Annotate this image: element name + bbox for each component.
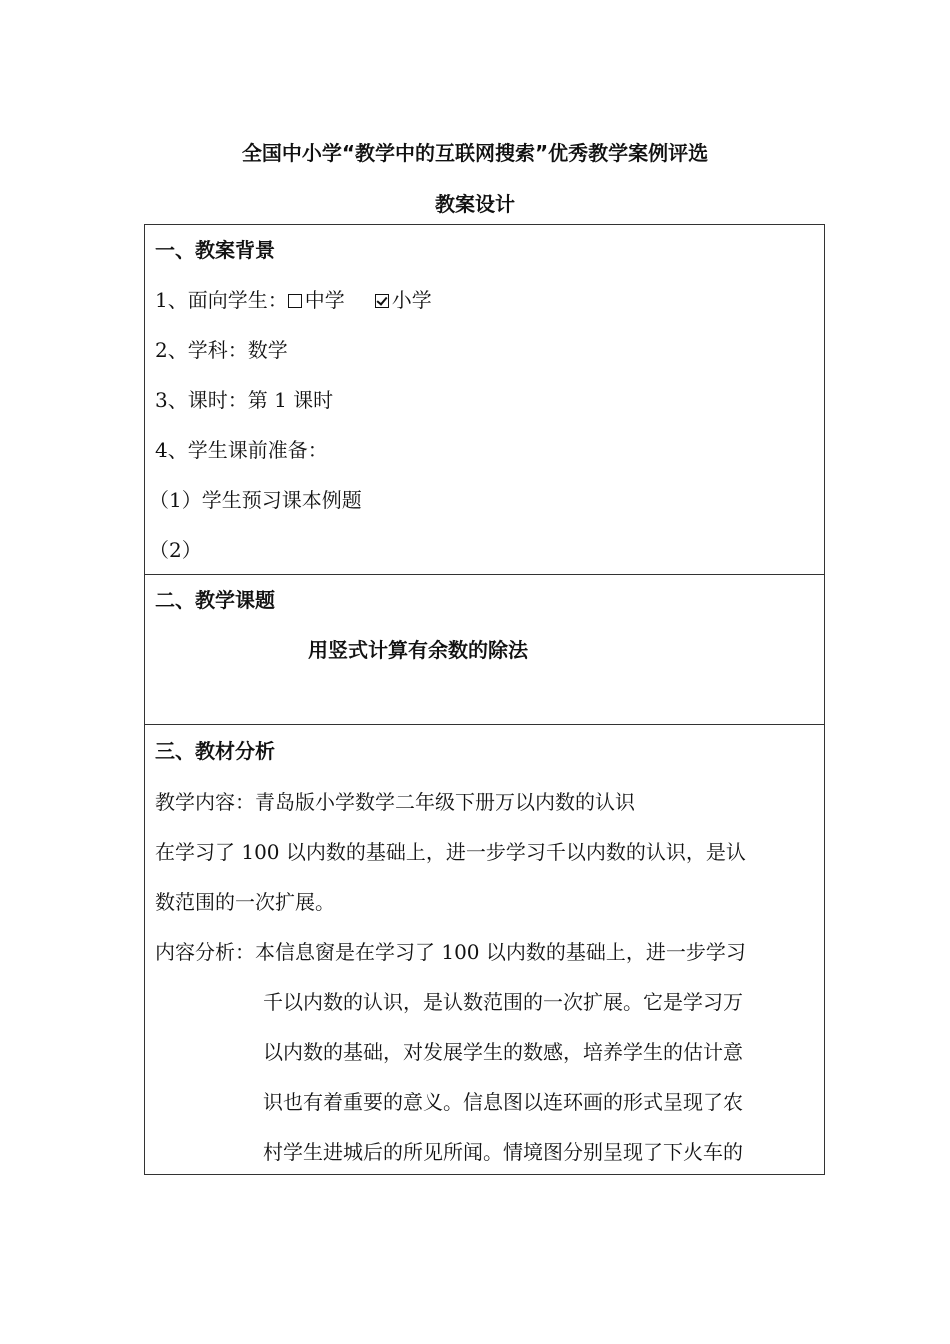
subject-line: 2、学科：数学 xyxy=(155,338,288,362)
analysis-line: 识也有着重要的意义。信息图以连环画的形式呈现了农 xyxy=(263,1090,743,1114)
paragraph-line: 数范围的一次扩展。 xyxy=(155,890,335,914)
analysis-label: 内容分析： xyxy=(155,940,255,964)
middle-school-label: 中学 xyxy=(304,288,345,312)
section-background xyxy=(145,225,824,575)
period-line: 3、课时：第 1 课时 xyxy=(155,388,334,412)
section-heading: 三、教材分析 xyxy=(155,739,275,763)
lesson-plan-table xyxy=(144,224,825,1175)
analysis-text: 本信息窗是在学习了 100 以内数的基础上，进一步学习 xyxy=(255,940,746,964)
section-topic xyxy=(145,575,824,725)
middle-school-checkbox[interactable] xyxy=(288,294,302,308)
analysis-line: 千以内数的认识，是认数范围的一次扩展。它是学习万 xyxy=(263,990,743,1014)
prep-line: 4、学生课前准备： xyxy=(155,438,328,462)
analysis-line xyxy=(155,927,814,977)
prep-item-1: （1）学生预习课本例题 xyxy=(149,488,362,512)
audience-row xyxy=(155,275,814,325)
document-subtitle: 教案设计 xyxy=(435,192,515,216)
content-line: 教学内容：青岛版小学数学二年级下册万以内数的认识 xyxy=(155,790,635,814)
prep-item-2: （2） xyxy=(149,538,202,562)
section-heading: 一、教案背景 xyxy=(155,238,275,262)
paragraph-line: 在学习了 100 以内数的基础上，进一步学习千以内数的认识，是认 xyxy=(155,840,746,864)
analysis-line: 以内数的基础，对发展学生的数感，培养学生的估计意 xyxy=(263,1040,743,1064)
primary-school-label: 小学 xyxy=(391,288,432,312)
document-title: 全国中小学“教学中的互联网搜索”优秀教学案例评选 xyxy=(241,141,709,165)
primary-school-checkbox[interactable] xyxy=(375,294,389,308)
analysis-line: 村学生进城后的所见所闻。情境图分别呈现了下火车的 xyxy=(263,1140,743,1164)
lesson-topic: 用竖式计算有余数的除法 xyxy=(308,638,528,662)
section-heading: 二、教学课题 xyxy=(155,588,275,612)
audience-label: 1、面向学生： xyxy=(155,288,288,312)
section-material-analysis xyxy=(145,725,824,1175)
